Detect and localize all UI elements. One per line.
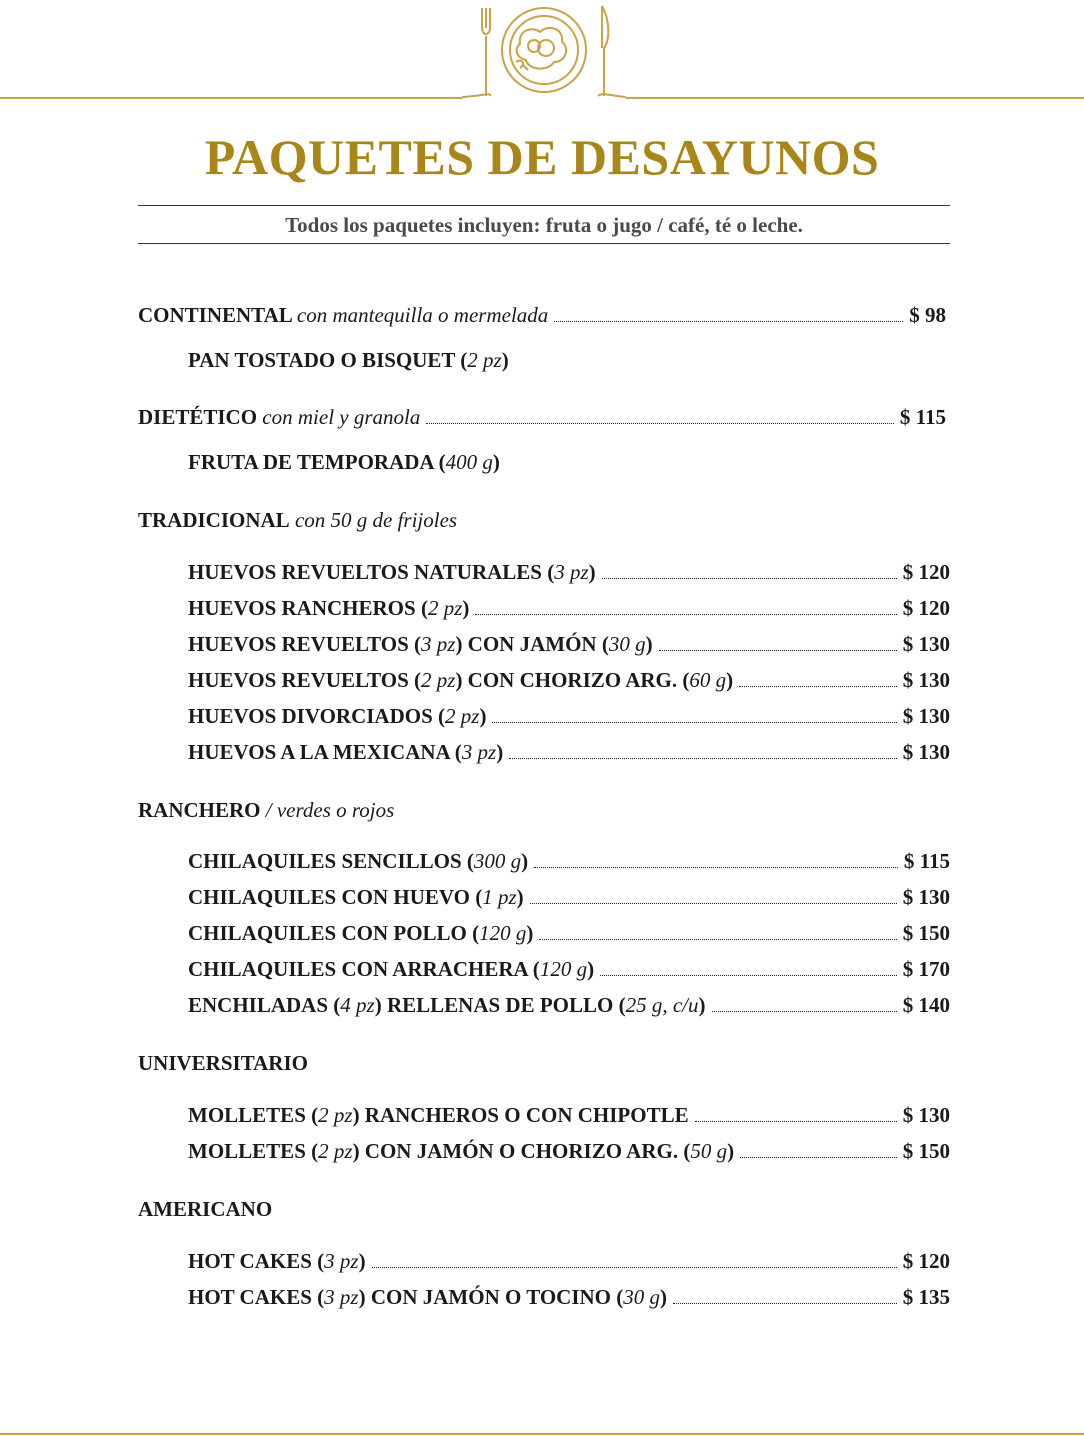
menu-item: CHILAQUILES SENCILLOS (300 g) $ 115 <box>188 849 950 873</box>
package-note: con miel y granola <box>262 405 421 429</box>
menu-item: HUEVOS REVUELTOS (3 pz) CON JAMÓN (30 g) $ 130 <box>188 632 950 656</box>
package-name: AMERICANO <box>138 1197 273 1221</box>
price: $ 170 <box>902 957 950 981</box>
dot-leader <box>659 649 897 651</box>
menu-item: MOLLETES (2 pz) RANCHEROS O CON CHIPOTLE $ 130 <box>188 1103 950 1127</box>
package-name: CONTINENTAL <box>138 303 292 327</box>
menu-item: CHILAQUILES CON HUEVO (1 pz) $ 130 <box>188 885 950 909</box>
subtitle: Todos los paquetes incluyen: fruta o jugo / café, té o leche. <box>285 213 803 237</box>
price: $ 130 <box>902 885 950 909</box>
dot-leader <box>534 866 898 868</box>
menu-item: HOT CAKES (3 pz) CON JAMÓN O TOCINO (30 g) $ 135 <box>188 1285 950 1309</box>
dot-leader <box>554 320 903 322</box>
package-note: con mantequilla o mermelada <box>296 303 549 327</box>
dot-leader <box>673 1302 897 1304</box>
price: $ 130 <box>902 1103 950 1127</box>
dot-leader <box>426 422 894 424</box>
dot-leader <box>530 902 897 904</box>
dot-leader <box>475 613 896 615</box>
package-item: FRUTA DE TEMPORADA ( 400 g ) <box>188 450 500 474</box>
price: $ 120 <box>902 560 950 584</box>
dot-leader <box>739 685 897 687</box>
price: $ 120 <box>902 1249 950 1273</box>
package-item: PAN TOSTADO O BISQUET ( 2 pz ) <box>188 348 509 372</box>
package-continental <box>138 303 946 328</box>
price: $ 98 <box>909 303 946 327</box>
price: $ 115 <box>899 405 946 429</box>
dot-leader <box>740 1156 897 1158</box>
package-name: RANCHERO <box>138 798 261 822</box>
dot-leader <box>509 757 897 759</box>
dot-leader <box>712 1010 897 1012</box>
menu-item: HOT CAKES (3 pz) $ 120 <box>188 1249 950 1273</box>
menu-item: HUEVOS A LA MEXICANA (3 pz) $ 130 <box>188 740 950 764</box>
price: $ 140 <box>902 993 950 1017</box>
package-americano <box>138 1197 272 1222</box>
price: $ 150 <box>902 1139 950 1163</box>
dot-leader <box>695 1120 897 1122</box>
price: $ 130 <box>902 704 950 728</box>
divider-top <box>138 205 950 206</box>
menu-item: CHILAQUILES CON ARRACHERA (120 g) $ 170 <box>188 957 950 981</box>
page-title: PAQUETES DE DESAYUNOS <box>204 129 880 185</box>
dot-leader <box>492 721 896 723</box>
package-note: con 50 g de frijoles <box>294 508 458 532</box>
divider-bottom <box>138 243 950 244</box>
dot-leader <box>600 974 897 976</box>
price: $ 130 <box>902 632 950 656</box>
price: $ 130 <box>902 740 950 764</box>
menu-item: CHILAQUILES CON POLLO (120 g) $ 150 <box>188 921 950 945</box>
price: $ 115 <box>903 849 950 873</box>
package-universitario <box>138 1051 308 1076</box>
price: $ 150 <box>902 921 950 945</box>
package-name: TRADICIONAL <box>138 508 290 532</box>
dot-leader <box>602 577 897 579</box>
package-ranchero <box>138 798 394 823</box>
plate-fork-knife-egg-icon <box>462 0 626 104</box>
price: $ 130 <box>902 668 950 692</box>
package-tradicional <box>138 508 457 533</box>
menu-item: HUEVOS REVUELTOS (2 pz) CON CHORIZO ARG. (60 g) $ 130 <box>188 668 950 692</box>
package-name: UNIVERSITARIO <box>138 1051 308 1075</box>
dot-leader <box>539 938 896 940</box>
package-name: DIETÉTICO <box>138 405 258 429</box>
price: $ 135 <box>902 1285 950 1309</box>
menu-item: ENCHILADAS (4 pz) RELLENAS DE POLLO (25 g, c/u) $ 140 <box>188 993 950 1017</box>
footer-gold-line <box>0 1433 1084 1435</box>
menu-item: HUEVOS DIVORCIADOS (2 pz) $ 130 <box>188 704 950 728</box>
menu-item: HUEVOS RANCHEROS (2 pz) $ 120 <box>188 596 950 620</box>
dot-leader <box>372 1266 897 1268</box>
price: $ 120 <box>902 596 950 620</box>
package-dietetico <box>138 405 946 430</box>
menu-item: MOLLETES (2 pz) CON JAMÓN O CHORIZO ARG. (50 g) $ 150 <box>188 1139 950 1163</box>
package-note: / verdes o rojos <box>265 798 395 822</box>
menu-item: HUEVOS REVUELTOS NATURALES (3 pz) $ 120 <box>188 560 950 584</box>
